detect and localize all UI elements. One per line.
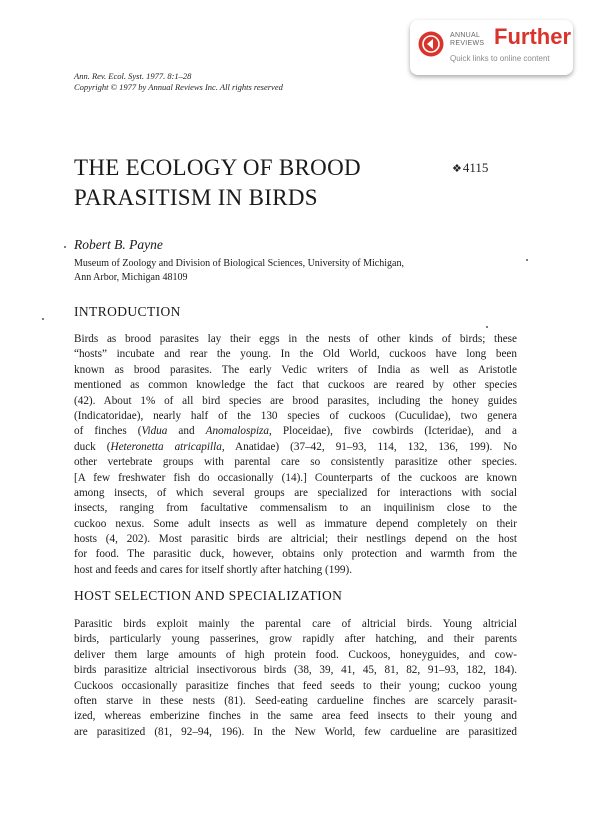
host-selection-paragraph [74, 617, 517, 740]
text-line: of finches (Vidua and Anomalospiza, Ploceidae), five cowbirds (Icteridae), and a [74, 425, 517, 438]
text-line: duck (Heteronetta atricapilla, Anatidae) (37–42, 91–93, 114, 132, 136, 199). No [74, 440, 517, 453]
text-line: (Indicatoridae), nearly half of the 130 species of cuckoos (Cuculidae), two genera [74, 409, 517, 422]
text-line: known as brood parasites. The early Vedic writers of India as well as Aristotle [74, 363, 517, 376]
text-line: [A few freshwater fish do occasionally (14).] Counterparts of the cuckoos are known [74, 471, 517, 484]
text-line: hosts (4, 202). Most parasitic birds are altricial; their nestlings depend on the host [74, 533, 517, 546]
text-line: deliver them large amounts of high protein food. Cuckoos, honeyguides, and cow- [74, 648, 517, 661]
title-line: THE ECOLOGY OF BROOD [74, 155, 361, 180]
journal-citation [74, 71, 283, 93]
article-title [74, 153, 361, 213]
text-line: mentioned as common knowledge the fact that cuckoos are reared by other species [74, 379, 517, 392]
text-line: among insects, of which several groups are specialized for interactions with social [74, 486, 517, 499]
text-line: “hosts” incubate and rear the young. In the Old World, cuckoos have long been [74, 348, 517, 361]
scan-speck [526, 259, 528, 261]
annual-reviews-logo-icon [418, 31, 444, 57]
text-line: Parasitic birds exploit mainly the parental care of altricial birds. Young altricial [74, 618, 517, 630]
scan-speck [486, 326, 488, 328]
section-heading-introduction: INTRODUCTION [74, 304, 181, 319]
copyright-line: Copyright © 1977 by Annual Reviews Inc. All rights reserved [74, 82, 283, 92]
diamond-icon: ❖ [452, 163, 462, 175]
introduction-paragraph [74, 332, 517, 578]
author-name: Robert B. Payne [74, 237, 163, 252]
text-line: cuckoo nexus. Some adult insects as well as immature depend completely on their [74, 517, 517, 530]
text-line: other vertebrate groups with parental care so consistently parasitize other species. [74, 456, 517, 469]
text-line: are parasitized (81, 92–94, 196). In the New World, few cardueline are parasitized [74, 725, 517, 738]
text-line: insects, ranging from facultative commensalism to an inquilinism close to the [74, 502, 517, 515]
title-line: PARASITISM IN BIRDS [74, 185, 318, 210]
text-line: for food. The parasitic duck, however, obtains only protection and warmth from the [74, 548, 517, 561]
text-line: (42). About 1% of all bird species are brood parasites, including the honey guides [74, 394, 517, 407]
author-affiliation: Museum of Zoology and Division of Biological Sciences, University of Michigan, Ann Arbor, Michigan 48109 [74, 258, 404, 283]
text-line: ized, whereas emberizine finches in the same area feed insects to their young and [74, 710, 517, 723]
article-number: ❖4115 [452, 160, 489, 175]
scan-speck [42, 318, 44, 320]
further-badge[interactable] [410, 20, 573, 75]
annual-reviews-wordmark: ANNUAL REVIEWS [450, 32, 485, 47]
text-line: host and feeds and cares for itself shortly after hatching (199). [74, 563, 353, 576]
text-line: birds parasitize altricial insectivorous birds (38, 39, 41, 45, 81, 82, 91–93, 182, 184). [74, 664, 517, 677]
section-heading-host-selection: HOST SELECTION AND SPECIALIZATION [74, 588, 343, 603]
text-line: birds, particularly young passerines, grow rapidly after hatching, and their parents [74, 633, 517, 646]
scan-speck [64, 246, 66, 248]
further-label: Further [494, 24, 571, 49]
text-line: often starve in these nests (81). Seed-eating cardueline finches are scarcely parasit- [74, 694, 517, 707]
text-line: Cuckoos occasionally parasitize finches that feed seeds to their young; cuckoo young [74, 679, 517, 692]
citation-line: Ann. Rev. Ecol. Syst. 1977. 8:1–28 [74, 71, 192, 81]
text-line: Birds as brood parasites lay their eggs in the nests of other kinds of birds; these [74, 333, 517, 345]
further-tagline: Quick links to online content [450, 54, 550, 63]
